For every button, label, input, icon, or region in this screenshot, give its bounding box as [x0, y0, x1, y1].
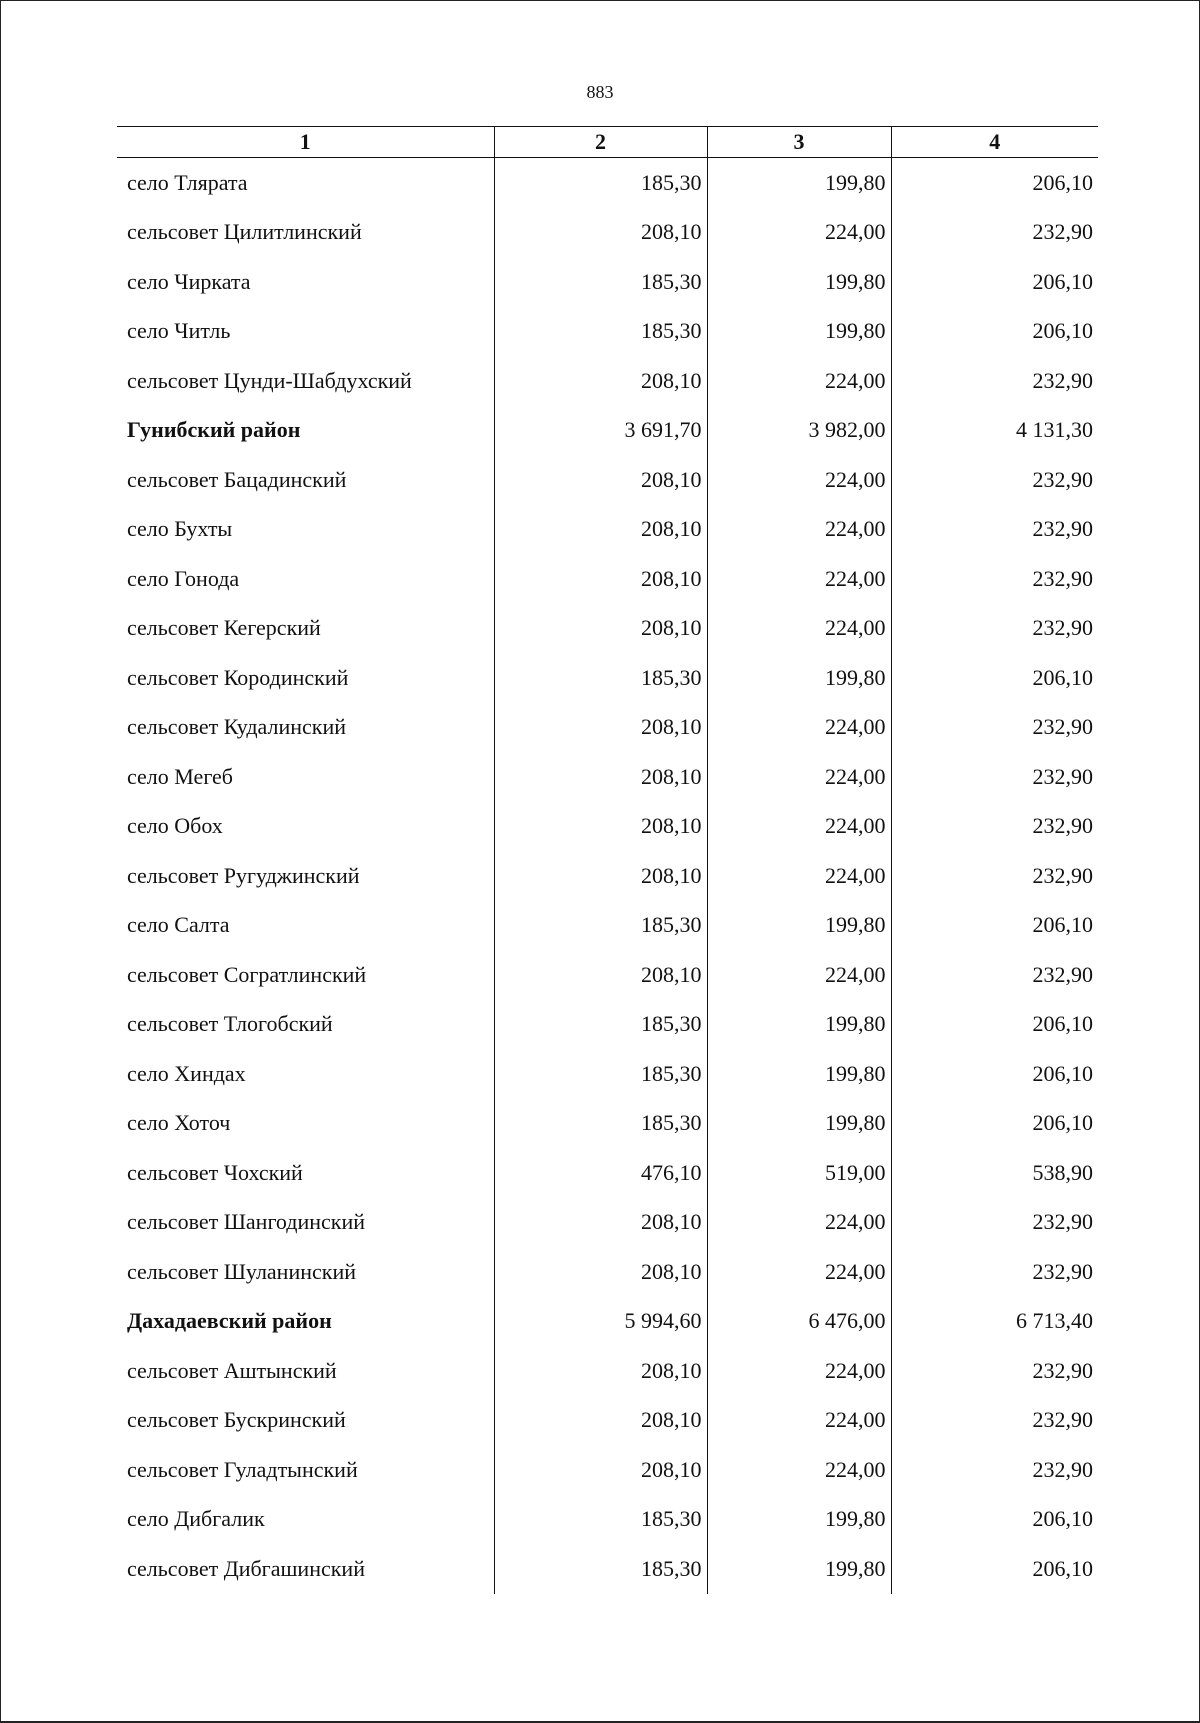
table-row: [117, 1544, 1098, 1594]
row-name-cell: сельсовет Ругуджинский: [127, 862, 360, 888]
value-col-3-cell: 224,00: [707, 950, 891, 1000]
table-row: [117, 604, 1098, 654]
value-col-2-cell: 208,10: [494, 1396, 707, 1446]
value-col-4-cell: 206,10: [891, 653, 1098, 703]
value-col-2-cell: 208,10: [494, 950, 707, 1000]
table-row: [117, 455, 1098, 505]
value-col-2-cell: 208,10: [494, 356, 707, 406]
value-col-4-cell: 206,10: [891, 1049, 1098, 1099]
table-row: [117, 901, 1098, 951]
row-name-cell: село Хиндах: [127, 1060, 246, 1086]
value-col-4-cell: 232,90: [891, 752, 1098, 802]
value-col-3-cell: 224,00: [707, 802, 891, 852]
value-col-4-cell: 232,90: [891, 455, 1098, 505]
row-name-cell: сельсовет Бускринский: [127, 1407, 346, 1433]
value-col-2-cell: 185,30: [494, 158, 707, 208]
table-row: [117, 257, 1098, 307]
row-name-cell: село Салта: [127, 912, 230, 938]
row-name-cell: сельсовет Тлогобский: [127, 1011, 333, 1037]
value-col-3-cell: 224,00: [707, 752, 891, 802]
value-col-3-cell: 199,80: [707, 158, 891, 208]
row-name-cell: сельсовет Кородинский: [127, 664, 349, 690]
row-name-cell: село Обох: [127, 813, 223, 839]
table-row: [117, 802, 1098, 852]
value-col-2-cell: 185,30: [494, 1495, 707, 1545]
value-col-4-cell: 206,10: [891, 1000, 1098, 1050]
table-row: [117, 1346, 1098, 1396]
page-number: 883: [586, 82, 614, 102]
row-name-cell: село Бухты: [127, 516, 233, 542]
value-col-3-cell: 199,80: [707, 901, 891, 951]
table-row: [117, 1148, 1098, 1198]
table-row: [117, 1396, 1098, 1446]
table-row: [117, 950, 1098, 1000]
value-col-3-cell: 224,00: [707, 604, 891, 654]
value-col-4-cell: 206,10: [891, 257, 1098, 307]
value-col-4-cell: 232,90: [891, 703, 1098, 753]
row-name-cell: сельсовет Дибгашинский: [127, 1555, 365, 1581]
value-col-2-cell: 208,10: [494, 604, 707, 654]
value-col-2-cell: 185,30: [494, 1000, 707, 1050]
value-col-2-cell: 208,10: [494, 554, 707, 604]
column-header-4: 4: [891, 127, 1098, 158]
table-row: [117, 554, 1098, 604]
value-col-4-cell: 232,90: [891, 802, 1098, 852]
value-col-3-cell: 199,80: [707, 1495, 891, 1545]
row-name-cell: село Хоточ: [127, 1110, 231, 1136]
table-row: [117, 1495, 1098, 1545]
value-col-3-cell: 224,00: [707, 505, 891, 555]
data-table: [117, 126, 1098, 1594]
value-col-3-cell: 199,80: [707, 1544, 891, 1594]
value-col-4-cell: 538,90: [891, 1148, 1098, 1198]
value-col-3-cell: 519,00: [707, 1148, 891, 1198]
value-col-3-cell: 199,80: [707, 1000, 891, 1050]
value-col-3-cell: 199,80: [707, 653, 891, 703]
value-col-2-cell: 208,10: [494, 1346, 707, 1396]
value-col-2-cell: 208,10: [494, 505, 707, 555]
row-name-cell: село Чирката: [127, 268, 251, 294]
value-col-4-cell: 4 131,30: [891, 406, 1098, 456]
district-total-row: [117, 406, 1098, 456]
table-row: [117, 208, 1098, 258]
value-col-2-cell: 208,10: [494, 1445, 707, 1495]
value-col-2-cell: 208,10: [494, 1198, 707, 1248]
column-header-2: 2: [494, 127, 707, 158]
value-col-4-cell: 232,90: [891, 1247, 1098, 1297]
value-col-2-cell: 185,30: [494, 653, 707, 703]
table-row: [117, 703, 1098, 753]
value-col-3-cell: 224,00: [707, 1346, 891, 1396]
value-col-4-cell: 232,90: [891, 208, 1098, 258]
value-col-2-cell: 208,10: [494, 1247, 707, 1297]
value-col-3-cell: 199,80: [707, 1049, 891, 1099]
value-col-2-cell: 208,10: [494, 802, 707, 852]
value-col-2-cell: 208,10: [494, 703, 707, 753]
row-name-cell: сельсовет Бацадинский: [127, 466, 347, 492]
value-col-3-cell: 224,00: [707, 1396, 891, 1446]
row-name-cell: сельсовет Шангодинский: [127, 1209, 366, 1235]
table-row: [117, 158, 1098, 208]
table-row: [117, 356, 1098, 406]
table-row: [117, 1099, 1098, 1149]
row-name-cell: село Мегеб: [127, 763, 234, 789]
row-name-cell: село Читль: [127, 318, 231, 344]
value-col-4-cell: 206,10: [891, 158, 1098, 208]
value-col-4-cell: 232,90: [891, 505, 1098, 555]
value-col-2-cell: 3 691,70: [494, 406, 707, 456]
value-col-3-cell: 224,00: [707, 1247, 891, 1297]
table-row: [117, 1049, 1098, 1099]
row-name-cell: сельсовет Согратлинский: [127, 961, 367, 987]
table-row: [117, 505, 1098, 555]
value-col-2-cell: 185,30: [494, 901, 707, 951]
table-row: [117, 752, 1098, 802]
value-col-2-cell: 185,30: [494, 1049, 707, 1099]
value-col-4-cell: 206,10: [891, 307, 1098, 357]
table-row: [117, 1247, 1098, 1297]
value-col-4-cell: 206,10: [891, 1495, 1098, 1545]
value-col-2-cell: 208,10: [494, 455, 707, 505]
table-row: [117, 653, 1098, 703]
value-col-4-cell: 206,10: [891, 901, 1098, 951]
value-col-3-cell: 224,00: [707, 1445, 891, 1495]
row-name-cell: сельсовет Чохский: [127, 1159, 303, 1185]
value-col-4-cell: 206,10: [891, 1544, 1098, 1594]
value-col-3-cell: 224,00: [707, 554, 891, 604]
value-col-4-cell: 232,90: [891, 1396, 1098, 1446]
row-name-cell: сельсовет Цилитлинский: [127, 219, 362, 245]
value-col-3-cell: 224,00: [707, 851, 891, 901]
value-col-4-cell: 232,90: [891, 554, 1098, 604]
value-col-4-cell: 232,90: [891, 1198, 1098, 1248]
value-col-2-cell: 208,10: [494, 208, 707, 258]
value-col-2-cell: 5 994,60: [494, 1297, 707, 1347]
row-name-cell: село Тлярата: [127, 169, 248, 195]
value-col-4-cell: 6 713,40: [891, 1297, 1098, 1347]
value-col-3-cell: 3 982,00: [707, 406, 891, 456]
value-col-4-cell: 232,90: [891, 851, 1098, 901]
value-col-2-cell: 185,30: [494, 257, 707, 307]
value-col-3-cell: 224,00: [707, 356, 891, 406]
value-col-4-cell: 232,90: [891, 1346, 1098, 1396]
value-col-3-cell: 199,80: [707, 1099, 891, 1149]
row-name-cell: Дахадаевский район: [127, 1308, 332, 1334]
value-col-3-cell: 224,00: [707, 1198, 891, 1248]
table-row: [117, 307, 1098, 357]
table-header-row: [117, 127, 1098, 158]
column-header-3: 3: [707, 127, 891, 158]
data-table-container: [117, 126, 1098, 1594]
value-col-4-cell: 232,90: [891, 604, 1098, 654]
column-header-1: 1: [117, 127, 494, 158]
row-name-cell: сельсовет Шуланинский: [127, 1258, 357, 1284]
row-name-cell: сельсовет Кегерский: [127, 615, 321, 641]
value-col-2-cell: 185,30: [494, 1544, 707, 1594]
value-col-2-cell: 208,10: [494, 752, 707, 802]
row-name-cell: Гунибский район: [127, 417, 301, 443]
value-col-3-cell: 224,00: [707, 208, 891, 258]
district-total-row: [117, 1297, 1098, 1347]
value-col-4-cell: 232,90: [891, 356, 1098, 406]
table-row: [117, 1198, 1098, 1248]
table-row: [117, 1000, 1098, 1050]
value-col-2-cell: 185,30: [494, 307, 707, 357]
row-name-cell: сельсовет Гуладтынский: [127, 1456, 358, 1482]
row-name-cell: село Дибгалик: [127, 1506, 265, 1532]
row-name-cell: сельсовет Аштынский: [127, 1357, 337, 1383]
value-col-3-cell: 224,00: [707, 703, 891, 753]
table-row: [117, 1445, 1098, 1495]
value-col-4-cell: 232,90: [891, 950, 1098, 1000]
value-col-2-cell: 185,30: [494, 1099, 707, 1149]
value-col-3-cell: 6 476,00: [707, 1297, 891, 1347]
table-body: [117, 158, 1098, 1594]
row-name-cell: село Гонода: [127, 565, 240, 591]
value-col-3-cell: 199,80: [707, 307, 891, 357]
value-col-4-cell: 232,90: [891, 1445, 1098, 1495]
value-col-3-cell: 199,80: [707, 257, 891, 307]
value-col-3-cell: 224,00: [707, 455, 891, 505]
value-col-2-cell: 476,10: [494, 1148, 707, 1198]
value-col-2-cell: 208,10: [494, 851, 707, 901]
value-col-4-cell: 206,10: [891, 1099, 1098, 1149]
row-name-cell: сельсовет Кудалинский: [127, 714, 347, 740]
table-row: [117, 851, 1098, 901]
row-name-cell: сельсовет Цунди-Шабдухский: [127, 367, 412, 393]
